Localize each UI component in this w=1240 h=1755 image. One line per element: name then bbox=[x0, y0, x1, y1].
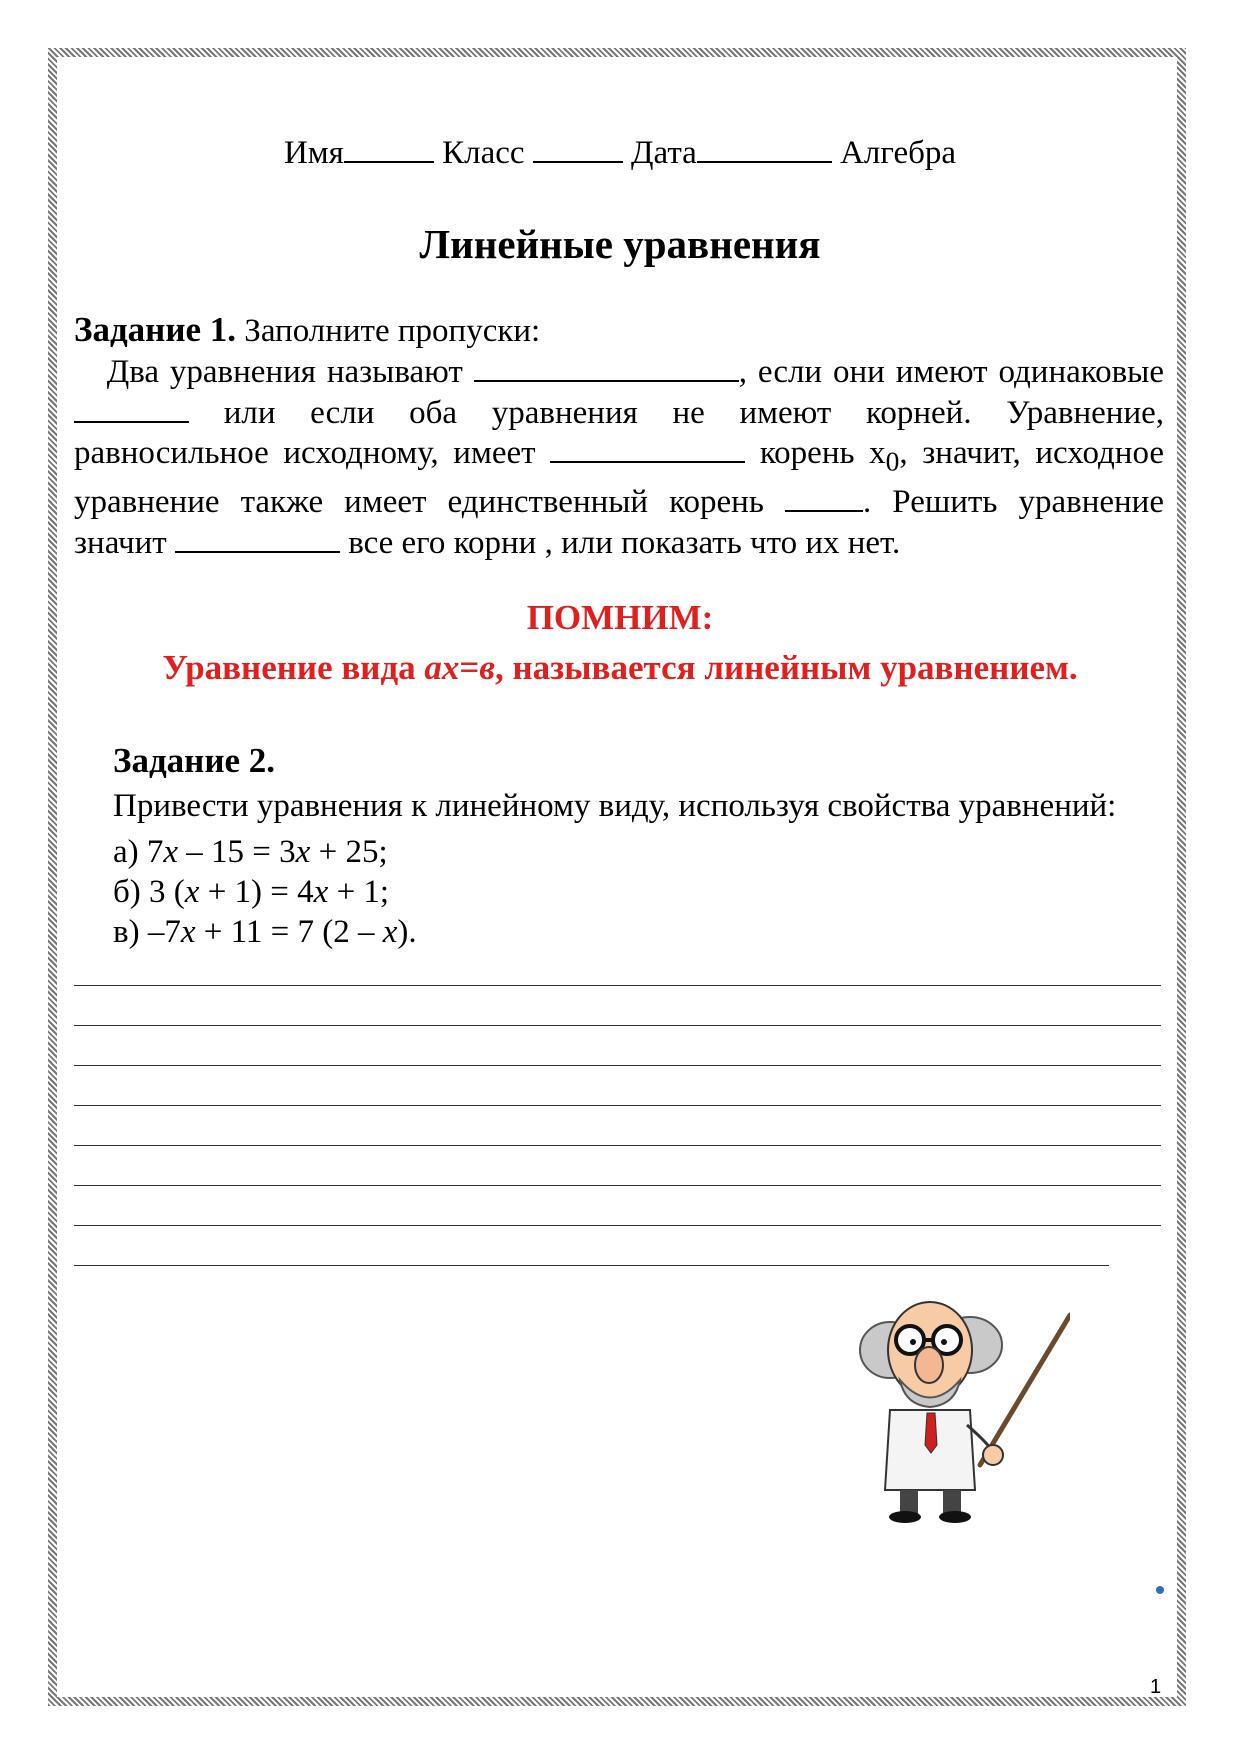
fill-blank[interactable] bbox=[550, 437, 745, 463]
bullet-dot bbox=[1156, 1586, 1164, 1594]
name-label: Имя bbox=[283, 135, 344, 171]
page-number: 1 bbox=[1150, 1676, 1162, 1698]
task1-paragraph bbox=[74, 352, 1164, 563]
task2-instruction: Привести уравнения к линейному виду, используя свойства уравнений: bbox=[113, 788, 1117, 824]
equation-c: в) –7x + 11 = 7 (2 – x). bbox=[113, 914, 417, 950]
task1-instruction: Заполните пропуски: bbox=[244, 313, 541, 349]
task1-line: Два уравнения называют , если они имеют одинаковые bbox=[106, 354, 1165, 390]
task1-line: значит все его корни , или показать что их нет. bbox=[74, 524, 901, 561]
professor-illustration bbox=[855, 1295, 1070, 1525]
equation-b: б) 3 (x + 1) = 4x + 1; bbox=[113, 874, 390, 910]
fill-blank[interactable] bbox=[785, 486, 863, 512]
answer-line[interactable] bbox=[74, 1025, 1161, 1026]
date-label: Дата bbox=[631, 135, 697, 171]
answer-line[interactable] bbox=[74, 985, 1161, 986]
fill-blank[interactable] bbox=[474, 356, 739, 382]
remember-rule: Уравнение вида ax=в, называется линейным уравнением. bbox=[162, 648, 1078, 687]
fill-blank[interactable] bbox=[74, 397, 189, 423]
answer-line[interactable] bbox=[74, 1265, 1109, 1266]
answer-line[interactable] bbox=[74, 1105, 1161, 1106]
task1-line: равносильное исходному, имеет корень $x_0$, значит, исходное bbox=[74, 435, 1165, 477]
task2-label: Задание 2. bbox=[113, 741, 276, 780]
equation-a: а) 7x – 15 = 3x + 25; bbox=[113, 834, 388, 870]
subject-label: Алгебра bbox=[840, 135, 957, 171]
name-blank[interactable] bbox=[344, 133, 434, 163]
answer-line[interactable] bbox=[74, 1185, 1161, 1186]
remember-heading: ПОМНИМ: bbox=[526, 598, 714, 637]
task1-heading bbox=[74, 310, 540, 350]
worksheet-header bbox=[0, 133, 1240, 172]
task1-line: или если оба уравнения не имеют корней. Уравнение, bbox=[74, 393, 1164, 434]
answer-line[interactable] bbox=[74, 1145, 1161, 1146]
class-blank[interactable] bbox=[533, 133, 623, 163]
answer-line[interactable] bbox=[74, 1225, 1161, 1226]
fill-blank[interactable] bbox=[175, 527, 340, 553]
class-label: Класс bbox=[442, 135, 525, 171]
page-title: Линейные уравнения bbox=[419, 221, 821, 267]
task1-line: уравнение также имеет единственный корень . Решить уравнение bbox=[74, 484, 1164, 521]
date-blank[interactable] bbox=[697, 133, 832, 163]
answer-line[interactable] bbox=[74, 1065, 1161, 1066]
task1-label: Задание 1. bbox=[74, 310, 237, 349]
